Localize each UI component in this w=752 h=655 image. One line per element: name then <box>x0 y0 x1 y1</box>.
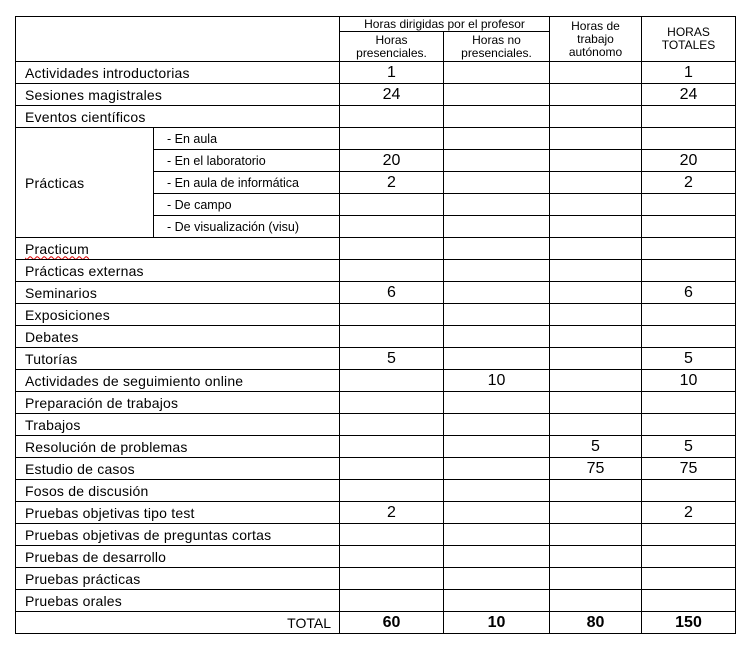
total-autonomous: 80 <box>550 612 642 634</box>
table-row <box>16 392 736 414</box>
table-row <box>16 304 736 326</box>
header-total-hours: HORAS TOTALES <box>642 17 736 62</box>
autonomous-hours-cell <box>550 414 642 436</box>
activity-label: Eventos científicos <box>16 106 340 128</box>
presential-hours-cell <box>340 458 444 480</box>
table-row <box>16 62 736 84</box>
practicas-subitem-label: - En el laboratorio <box>154 150 340 172</box>
activity-label: Pruebas objetivas de preguntas cortas <box>16 524 340 546</box>
presential-hours-cell: 24 <box>340 84 444 106</box>
autonomous-hours-cell <box>550 568 642 590</box>
non-presential-hours-cell <box>444 172 550 194</box>
non-presential-hours-cell <box>444 348 550 370</box>
non-presential-hours-cell <box>444 128 550 150</box>
total-hours-cell <box>642 238 736 260</box>
presential-hours-cell: 5 <box>340 348 444 370</box>
activity-label: Pruebas orales <box>16 590 340 612</box>
practicas-subitem-label: - En aula <box>154 128 340 150</box>
activity-label: Actividades de seguimiento online <box>16 370 340 392</box>
presential-hours-cell <box>340 238 444 260</box>
activity-label: Trabajos <box>16 414 340 436</box>
practicas-label: Prácticas <box>16 128 154 238</box>
practicas-subitem-label: - En aula de informática <box>154 172 340 194</box>
presential-hours-cell <box>340 392 444 414</box>
table-row <box>16 128 736 150</box>
presential-hours-cell <box>340 326 444 348</box>
non-presential-hours-cell <box>444 590 550 612</box>
table-row <box>16 546 736 568</box>
table-row <box>16 370 736 392</box>
presential-hours-cell <box>340 590 444 612</box>
presential-hours-cell: 20 <box>340 150 444 172</box>
table-row <box>16 282 736 304</box>
activity-label: Pruebas prácticas <box>16 568 340 590</box>
autonomous-hours-cell <box>550 194 642 216</box>
presential-hours-cell <box>340 480 444 502</box>
autonomous-hours-cell <box>550 282 642 304</box>
autonomous-hours-cell <box>550 480 642 502</box>
total-hours-cell: 5 <box>642 436 736 458</box>
autonomous-hours-cell <box>550 370 642 392</box>
activity-label: Estudio de casos <box>16 458 340 480</box>
total-hours-cell: 75 <box>642 458 736 480</box>
total-hours-cell <box>642 304 736 326</box>
table-row <box>16 260 736 282</box>
activity-label: Prácticas externas <box>16 260 340 282</box>
autonomous-hours-cell <box>550 392 642 414</box>
presential-hours-cell <box>340 216 444 238</box>
activity-label: Pruebas de desarrollo <box>16 546 340 568</box>
header-autonomous-hours: Horas de trabajo autónomo <box>550 17 642 62</box>
non-presential-hours-cell <box>444 106 550 128</box>
total-hours-cell: 10 <box>642 370 736 392</box>
total-hours-cell <box>642 590 736 612</box>
table-row <box>16 524 736 546</box>
total-hours-cell <box>642 568 736 590</box>
autonomous-hours-cell <box>550 150 642 172</box>
non-presential-hours-cell <box>444 392 550 414</box>
presential-hours-cell: 2 <box>340 172 444 194</box>
activity-label: Debates <box>16 326 340 348</box>
table-row <box>16 590 736 612</box>
presential-hours-cell: 6 <box>340 282 444 304</box>
presential-hours-cell <box>340 370 444 392</box>
total-hours-cell <box>642 524 736 546</box>
total-hours-cell <box>642 414 736 436</box>
non-presential-hours-cell <box>444 150 550 172</box>
presential-hours-cell <box>340 128 444 150</box>
practicas-subitem-label: - De campo <box>154 194 340 216</box>
activity-label: Seminarios <box>16 282 340 304</box>
activity-label: Preparación de trabajos <box>16 392 340 414</box>
table-row <box>16 106 736 128</box>
total-total-hours: 150 <box>642 612 736 634</box>
table-row <box>16 458 736 480</box>
activity-label: Exposiciones <box>16 304 340 326</box>
total-hours-cell: 24 <box>642 84 736 106</box>
header-row-1 <box>16 17 736 32</box>
presential-hours-cell <box>340 568 444 590</box>
table-row <box>16 414 736 436</box>
table-row <box>16 502 736 524</box>
total-hours-cell: 20 <box>642 150 736 172</box>
table-row <box>16 326 736 348</box>
total-label: TOTAL <box>16 612 340 634</box>
activity-label: Sesiones magistrales <box>16 84 340 106</box>
non-presential-hours-cell <box>444 282 550 304</box>
autonomous-hours-cell <box>550 216 642 238</box>
autonomous-hours-cell <box>550 128 642 150</box>
non-presential-hours-cell <box>444 260 550 282</box>
total-presential: 60 <box>340 612 444 634</box>
non-presential-hours-cell <box>444 414 550 436</box>
total-hours-cell <box>642 106 736 128</box>
autonomous-hours-cell <box>550 348 642 370</box>
header-non-presential: Horas no presenciales. <box>444 32 550 62</box>
non-presential-hours-cell <box>444 524 550 546</box>
total-hours-cell <box>642 326 736 348</box>
total-hours-cell <box>642 546 736 568</box>
activity-label: Pruebas objetivas tipo test <box>16 502 340 524</box>
total-hours-cell: 5 <box>642 348 736 370</box>
non-presential-hours-cell <box>444 326 550 348</box>
activity-label: Fosos de discusión <box>16 480 340 502</box>
total-hours-cell <box>642 480 736 502</box>
activity-label: Resolución de problemas <box>16 436 340 458</box>
autonomous-hours-cell <box>550 260 642 282</box>
total-hours-cell <box>642 260 736 282</box>
non-presential-hours-cell <box>444 304 550 326</box>
autonomous-hours-cell <box>550 524 642 546</box>
header-presential: Horas presenciales. <box>340 32 444 62</box>
non-presential-hours-cell <box>444 194 550 216</box>
presential-hours-cell: 2 <box>340 502 444 524</box>
table-row <box>16 348 736 370</box>
autonomous-hours-cell <box>550 62 642 84</box>
presential-hours-cell <box>340 260 444 282</box>
autonomous-hours-cell <box>550 84 642 106</box>
autonomous-hours-cell <box>550 304 642 326</box>
autonomous-hours-cell: 75 <box>550 458 642 480</box>
presential-hours-cell <box>340 436 444 458</box>
total-non-presential: 10 <box>444 612 550 634</box>
non-presential-hours-cell <box>444 62 550 84</box>
practicum-label: Practicum <box>25 240 90 257</box>
total-hours-cell <box>642 128 736 150</box>
table-row <box>16 480 736 502</box>
presential-hours-cell <box>340 194 444 216</box>
total-hours-cell: 2 <box>642 502 736 524</box>
presential-hours-cell: 1 <box>340 62 444 84</box>
non-presential-hours-cell <box>444 216 550 238</box>
autonomous-hours-cell: 5 <box>550 436 642 458</box>
non-presential-hours-cell <box>444 458 550 480</box>
presential-hours-cell <box>340 106 444 128</box>
non-presential-hours-cell <box>444 546 550 568</box>
table-row <box>16 568 736 590</box>
table-row <box>16 84 736 106</box>
total-hours-cell <box>642 216 736 238</box>
autonomous-hours-cell <box>550 546 642 568</box>
activity-label: Tutorías <box>16 348 340 370</box>
total-hours-cell <box>642 392 736 414</box>
non-presential-hours-cell <box>444 84 550 106</box>
non-presential-hours-cell <box>444 436 550 458</box>
autonomous-hours-cell <box>550 326 642 348</box>
presential-hours-cell <box>340 546 444 568</box>
total-hours-cell: 2 <box>642 172 736 194</box>
non-presential-hours-cell <box>444 568 550 590</box>
total-row <box>16 612 736 634</box>
header-blank <box>16 17 340 62</box>
autonomous-hours-cell <box>550 106 642 128</box>
activity-label: Actividades introductorias <box>16 62 340 84</box>
total-hours-cell <box>642 194 736 216</box>
presential-hours-cell <box>340 414 444 436</box>
table-row <box>16 436 736 458</box>
activity-label <box>16 238 340 260</box>
autonomous-hours-cell <box>550 238 642 260</box>
table-row <box>16 238 736 260</box>
practicas-subitem-label: - De visualización (visu) <box>154 216 340 238</box>
autonomous-hours-cell <box>550 502 642 524</box>
autonomous-hours-cell <box>550 590 642 612</box>
non-presential-hours-cell <box>444 238 550 260</box>
total-hours-cell: 1 <box>642 62 736 84</box>
header-directed-hours: Horas dirigidas por el profesor <box>340 17 550 32</box>
total-hours-cell: 6 <box>642 282 736 304</box>
non-presential-hours-cell <box>444 502 550 524</box>
presential-hours-cell <box>340 304 444 326</box>
non-presential-hours-cell: 10 <box>444 370 550 392</box>
hours-table <box>15 16 736 634</box>
presential-hours-cell <box>340 524 444 546</box>
autonomous-hours-cell <box>550 172 642 194</box>
non-presential-hours-cell <box>444 480 550 502</box>
